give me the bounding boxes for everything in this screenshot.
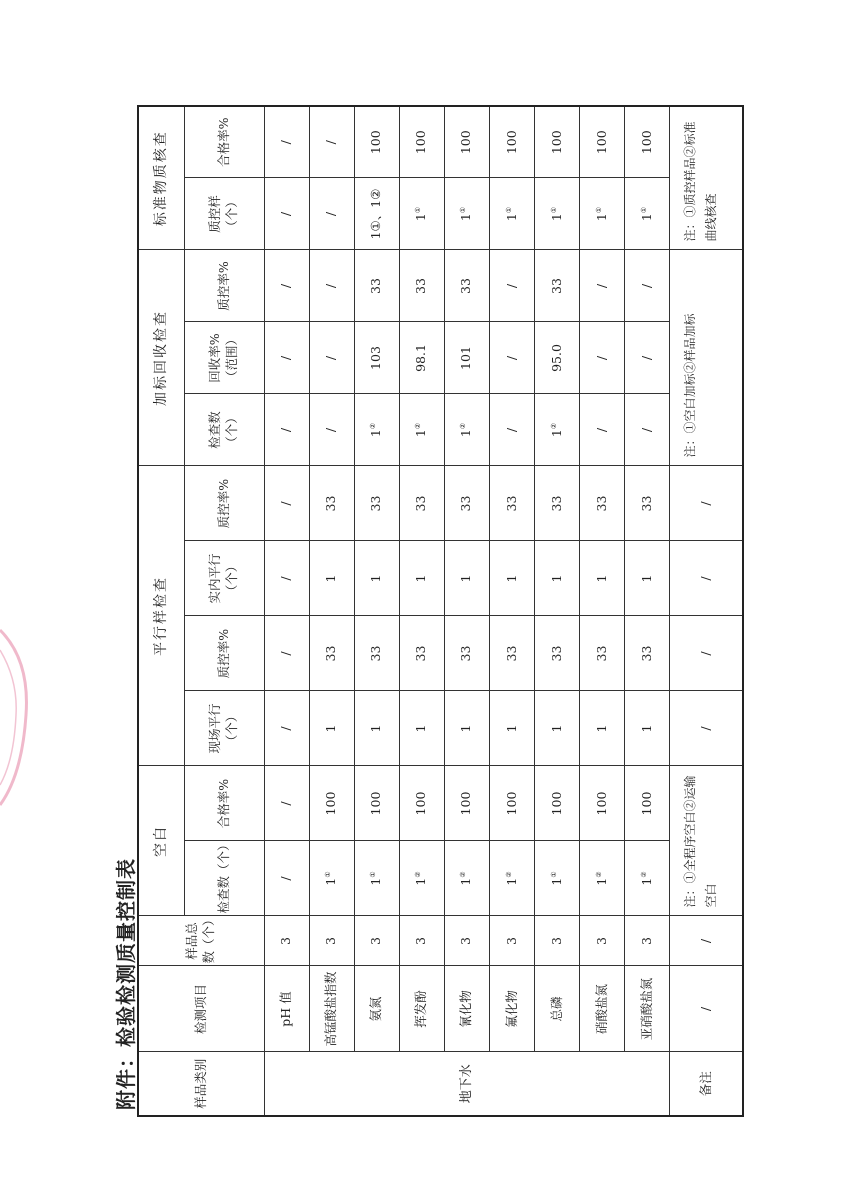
- item-cell: 氨氮: [354, 966, 399, 1052]
- lab-rate-cell: 33: [444, 466, 489, 541]
- spike-rate-cell: /: [580, 250, 625, 322]
- footnote-mark: ①: [594, 206, 603, 214]
- table-row: [625, 106, 670, 1116]
- std-pass-cell: 100: [444, 106, 489, 178]
- spike-count-cell: /: [489, 394, 534, 466]
- std-pass-cell: 100: [535, 106, 580, 178]
- remarks-lab-rate: /: [670, 466, 743, 541]
- header-spike-recovery: 回收率%（范围）: [184, 322, 264, 394]
- item-cell: 挥发酚: [399, 966, 444, 1052]
- category-cell: 地下水: [264, 1052, 670, 1116]
- spike-recovery-cell: 98.1: [399, 322, 444, 394]
- spike-recovery-cell: /: [309, 322, 354, 394]
- table-row: [444, 106, 489, 1116]
- std-pass-cell: 100: [580, 106, 625, 178]
- blank-count-cell: 1①: [535, 841, 580, 916]
- header-std-count: 质控样（个）: [184, 178, 264, 250]
- std-count-cell: /: [309, 178, 354, 250]
- field-rate-cell: 33: [399, 616, 444, 691]
- footnote-mark: ①: [639, 206, 648, 214]
- spike-rate-cell: 33: [354, 250, 399, 322]
- std-count-cell: 1①: [444, 178, 489, 250]
- field-rate-cell: 33: [444, 616, 489, 691]
- lab-rate-cell: 33: [489, 466, 534, 541]
- blank-count-cell: 1②: [399, 841, 444, 916]
- field-parallel-cell: 1: [354, 691, 399, 766]
- remarks-field: /: [670, 691, 743, 766]
- item-cell: 氰化物: [444, 966, 489, 1052]
- spike-recovery-cell: /: [625, 322, 670, 394]
- lab-rate-cell: 33: [399, 466, 444, 541]
- footnote-mark: ②: [369, 422, 378, 430]
- table-row: [309, 106, 354, 1116]
- footnote-mark: ②: [414, 871, 423, 878]
- field-rate-cell: 33: [580, 616, 625, 691]
- field-rate-cell: 33: [309, 616, 354, 691]
- footnote-mark: ①: [504, 206, 513, 214]
- lab-parallel-cell: 1: [535, 541, 580, 616]
- spike-count-cell: /: [309, 394, 354, 466]
- std-pass-cell: 100: [489, 106, 534, 178]
- spike-count-cell: 1②: [535, 394, 580, 466]
- total-cell: 3: [489, 916, 534, 966]
- footnote-mark: ①: [414, 206, 423, 214]
- lab-parallel-cell: 1: [580, 541, 625, 616]
- spike-count-cell: 1②: [399, 394, 444, 466]
- field-rate-cell: /: [264, 616, 309, 691]
- lab-parallel-cell: 1: [489, 541, 534, 616]
- blank-pass-cell: 100: [444, 766, 489, 841]
- blank-count-cell: 1②: [580, 841, 625, 916]
- total-cell: 3: [580, 916, 625, 966]
- total-cell: 3: [625, 916, 670, 966]
- header-parallel: 平行样检查: [138, 466, 184, 766]
- header-std-pass: 合格率%: [184, 106, 264, 178]
- header-field-parallel: 现场平行（个）: [184, 691, 264, 766]
- blank-note: 注：①全程序空白②运输空白: [670, 766, 743, 916]
- blank-count-cell: 1②: [625, 841, 670, 916]
- total-cell: 3: [399, 916, 444, 966]
- remarks-label: 备注: [670, 1052, 743, 1116]
- total-cell: 3: [354, 916, 399, 966]
- lab-parallel-cell: 1: [354, 541, 399, 616]
- blank-count-cell: 1②: [444, 841, 489, 916]
- footnote-mark: ②: [549, 422, 558, 430]
- header-item: 检测项目: [138, 966, 264, 1052]
- lab-parallel-cell: 1: [625, 541, 670, 616]
- spike-recovery-cell: /: [580, 322, 625, 394]
- footnote-mark: ①: [369, 871, 378, 878]
- field-rate-cell: 33: [354, 616, 399, 691]
- stamp-fragment: [0, 600, 40, 830]
- spike-recovery-cell: 103: [354, 322, 399, 394]
- remarks-item: /: [670, 966, 743, 1052]
- lab-parallel-cell: 1: [399, 541, 444, 616]
- total-cell: 3: [264, 916, 309, 966]
- table-row: [354, 106, 399, 1116]
- lab-parallel-cell: 1: [309, 541, 354, 616]
- lab-rate-cell: 33: [580, 466, 625, 541]
- blank-count-cell: 1①: [309, 841, 354, 916]
- blank-count-cell: 1②: [489, 841, 534, 916]
- std-count-cell: 1①: [535, 178, 580, 250]
- footnote-mark: ②: [639, 871, 648, 878]
- total-cell: 3: [444, 916, 489, 966]
- blank-count-cell: /: [264, 841, 309, 916]
- field-rate-cell: 33: [489, 616, 534, 691]
- footnote-mark: ①: [549, 206, 558, 214]
- spike-count-cell: /: [580, 394, 625, 466]
- footnote-mark: ①: [324, 871, 333, 878]
- header-lab-parallel: 实内平行（个）: [184, 541, 264, 616]
- header-spike-count: 检查数（个）: [184, 394, 264, 466]
- table-row: [489, 106, 534, 1116]
- spike-recovery-cell: 101: [444, 322, 489, 394]
- header-sample-type: 样品类别: [138, 1052, 264, 1116]
- std-note: 注：①质控样品②标准曲线核查: [670, 106, 743, 250]
- std-count-cell: /: [264, 178, 309, 250]
- field-parallel-cell: 1: [625, 691, 670, 766]
- lab-parallel-cell: 1: [444, 541, 489, 616]
- footnote-mark: ②: [459, 422, 468, 430]
- item-cell: 亚硝酸盐氮: [625, 966, 670, 1052]
- std-pass-cell: 100: [399, 106, 444, 178]
- std-count-cell: 1①、1②: [354, 178, 399, 250]
- qc-table: [137, 105, 744, 1117]
- header-spike-rate: 质控率%: [184, 250, 264, 322]
- document-title: 附件：检验检测质量控制表: [114, 858, 138, 1110]
- field-rate-cell: 33: [535, 616, 580, 691]
- spike-rate-cell: 33: [535, 250, 580, 322]
- spike-rate-cell: /: [489, 250, 534, 322]
- footnote-mark: ②: [594, 871, 603, 878]
- blank-pass-cell: 100: [625, 766, 670, 841]
- blank-pass-cell: 100: [399, 766, 444, 841]
- spike-note: 注：①空白加标②样品加标: [670, 250, 743, 466]
- total-cell: 3: [309, 916, 354, 966]
- table-page: [137, 107, 744, 1117]
- blank-pass-cell: 100: [535, 766, 580, 841]
- spike-count-cell: 1②: [444, 394, 489, 466]
- remarks-lab: /: [670, 541, 743, 616]
- table-row: [264, 106, 309, 1116]
- header-standard: 标准物质核查: [138, 106, 184, 250]
- spike-rate-cell: /: [625, 250, 670, 322]
- blank-pass-cell: 100: [354, 766, 399, 841]
- footnote-mark: ②: [504, 871, 513, 878]
- table-row: [535, 106, 580, 1116]
- std-count-cell: 1①: [399, 178, 444, 250]
- std-pass-cell: /: [309, 106, 354, 178]
- field-parallel-cell: 1: [444, 691, 489, 766]
- blank-pass-cell: /: [264, 766, 309, 841]
- spike-count-cell: /: [625, 394, 670, 466]
- std-count-cell: 1①: [580, 178, 625, 250]
- field-parallel-cell: 1: [489, 691, 534, 766]
- header-spike: 加标回收检查: [138, 250, 184, 466]
- spike-recovery-cell: 95.0: [535, 322, 580, 394]
- header-blank: 空白: [138, 766, 184, 916]
- lab-rate-cell: 33: [354, 466, 399, 541]
- field-parallel-cell: 1: [309, 691, 354, 766]
- spike-count-cell: /: [264, 394, 309, 466]
- item-cell: 总磷: [535, 966, 580, 1052]
- blank-count-cell: 1①: [354, 841, 399, 916]
- std-count-cell: 1①: [489, 178, 534, 250]
- field-parallel-cell: 1: [399, 691, 444, 766]
- remarks-total: /: [670, 916, 743, 966]
- spike-rate-cell: 33: [399, 250, 444, 322]
- table-row: [580, 106, 625, 1116]
- lab-rate-cell: 33: [535, 466, 580, 541]
- footnote-mark: ①: [549, 871, 558, 878]
- remarks-row: [670, 106, 743, 1116]
- std-pass-cell: /: [264, 106, 309, 178]
- blank-pass-cell: 100: [489, 766, 534, 841]
- lab-parallel-cell: /: [264, 541, 309, 616]
- footnote-mark: ②: [459, 871, 468, 878]
- field-rate-cell: 33: [625, 616, 670, 691]
- blank-pass-cell: 100: [309, 766, 354, 841]
- lab-rate-cell: /: [264, 466, 309, 541]
- blank-pass-cell: 100: [580, 766, 625, 841]
- spike-count-cell: 1②: [354, 394, 399, 466]
- item-cell: 硝酸盐氮: [580, 966, 625, 1052]
- lab-rate-cell: 33: [309, 466, 354, 541]
- std-pass-cell: 100: [354, 106, 399, 178]
- header-field-rate: 质控率%: [184, 616, 264, 691]
- table-row: [399, 106, 444, 1116]
- footnote-mark: ①: [459, 206, 468, 214]
- field-parallel-cell: /: [264, 691, 309, 766]
- item-cell: 高锰酸盐指数: [309, 966, 354, 1052]
- std-pass-cell: 100: [625, 106, 670, 178]
- spike-rate-cell: 33: [444, 250, 489, 322]
- header-blank-count: 检查数（个）: [184, 841, 264, 916]
- header-blank-pass: 合格率%: [184, 766, 264, 841]
- footnote-mark: ②: [414, 422, 423, 430]
- item-cell: pH 值: [264, 966, 309, 1052]
- spike-rate-cell: /: [309, 250, 354, 322]
- field-parallel-cell: 1: [535, 691, 580, 766]
- field-parallel-cell: 1: [580, 691, 625, 766]
- header-lab-rate: 质控率%: [184, 466, 264, 541]
- header-total: 样品总数（个）: [138, 916, 264, 966]
- spike-recovery-cell: /: [264, 322, 309, 394]
- spike-recovery-cell: /: [489, 322, 534, 394]
- lab-rate-cell: 33: [625, 466, 670, 541]
- item-cell: 氟化物: [489, 966, 534, 1052]
- total-cell: 3: [535, 916, 580, 966]
- remarks-field-rate: /: [670, 616, 743, 691]
- spike-rate-cell: /: [264, 250, 309, 322]
- std-count-cell: 1①: [625, 178, 670, 250]
